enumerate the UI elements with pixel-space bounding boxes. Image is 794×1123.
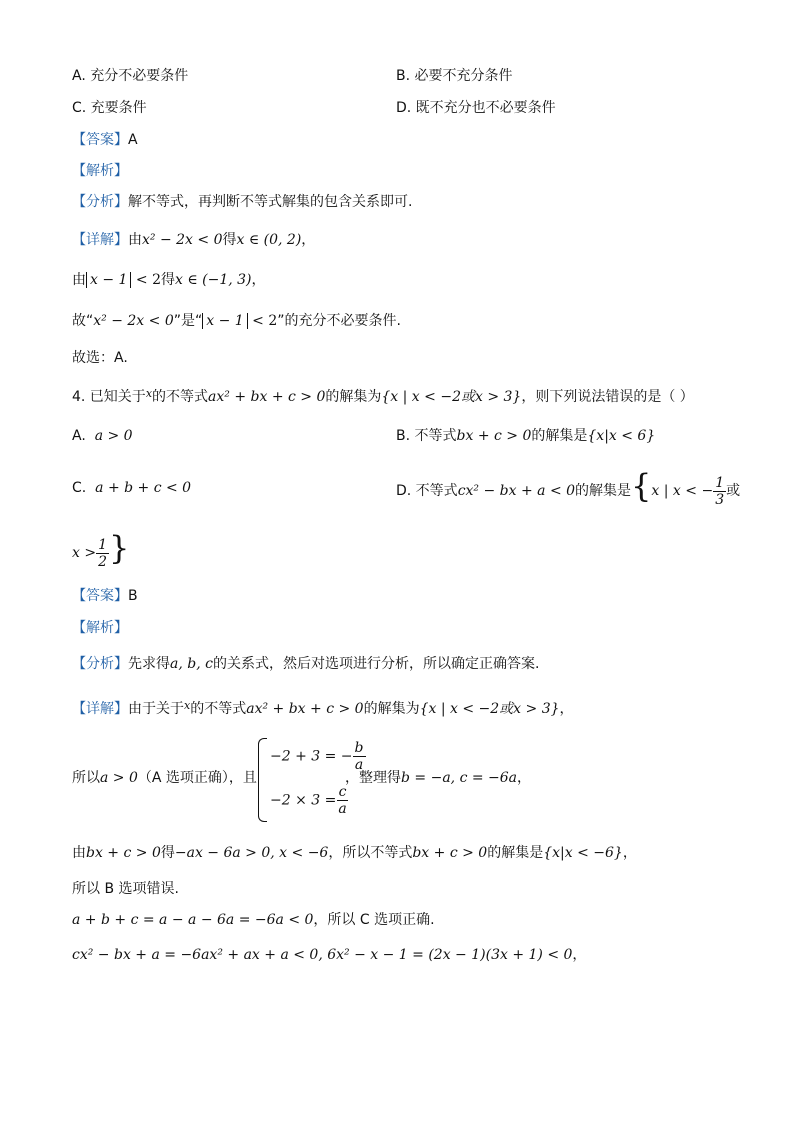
math-ineq: < 2 <box>247 313 278 329</box>
text: 4. 已知关于 <box>72 389 146 405</box>
option-label: C. <box>72 480 87 496</box>
fraction <box>713 475 726 508</box>
text: ，整理得 <box>345 770 401 786</box>
text: 由 <box>72 845 86 861</box>
option-set: {x|x < 6} <box>587 428 656 444</box>
q3-option-d: D. 既不充分也不必要条件 <box>396 100 556 116</box>
fraction <box>96 537 109 570</box>
q3-analysis-heading <box>72 161 128 181</box>
eq-left: −2 + 3 = − <box>270 748 353 765</box>
q3-fenxi <box>72 192 412 212</box>
frac-den: 3 <box>715 491 725 508</box>
q4-line-9 <box>72 945 586 965</box>
frac-num: 1 <box>715 474 725 491</box>
text: ， <box>517 770 532 786</box>
text: 所以 <box>72 770 100 786</box>
q4-option-d-cont <box>72 528 129 573</box>
fenxi-tag: 【分析】 <box>72 194 128 210</box>
text: ”是“ <box>173 313 203 329</box>
text: 的解集为 <box>325 389 382 405</box>
q3-xiangjie-line1 <box>72 230 315 250</box>
math: a + b + c = a − a − 6a = −6a < 0 <box>72 912 314 928</box>
text: ”的充分不必要条件. <box>277 313 401 329</box>
q4-option-c <box>72 478 191 498</box>
q4-analysis-heading <box>72 618 128 638</box>
q3-option-c: C. 充要条件 <box>72 100 147 116</box>
text: ， <box>559 701 574 717</box>
frac-den: 2 <box>98 553 107 570</box>
analysis-tag: 【解析】 <box>72 163 128 179</box>
text: ， <box>572 947 587 963</box>
option-set: x > <box>72 545 97 561</box>
right-brace: } <box>109 529 130 567</box>
xiangjie-tag: 【详解】 <box>72 232 128 248</box>
q3-conclusion: 故选：A. <box>72 350 128 366</box>
system-brace <box>258 738 267 822</box>
math-inequality: ax² + bx + c > 0 <box>246 701 364 717</box>
text: 的关系式，然后对选项进行分析，所以确定正确答案. <box>212 656 540 672</box>
frac-num: 1 <box>98 536 107 553</box>
option-label: A. <box>72 428 86 444</box>
math-interval: x ∈ (−1, 3) <box>174 272 252 288</box>
text: 得 <box>222 232 237 248</box>
q4-stem <box>72 384 694 407</box>
text: 的解集是 <box>531 428 588 444</box>
math: bx + c > 0 <box>86 845 161 861</box>
math-var: x <box>145 387 153 400</box>
math-set: {x | x < −2或x > 3} <box>419 701 560 717</box>
text: 得 <box>160 845 175 861</box>
math-vars: a, b, c <box>170 656 213 672</box>
math: cx² − bx + a = −6ax² + ax + a < 0, 6x² − x − 1 = (2x − 1)(3x + 1) < 0 <box>72 947 573 963</box>
math-inequality: x² − 2x < 0 <box>93 313 174 329</box>
eq-left: −2 × 3 = <box>270 792 337 809</box>
text: 的解集为 <box>363 701 420 717</box>
answer-tag: 【答案】 <box>72 132 128 148</box>
q4-line-7: 所以 B 选项错误. <box>72 881 179 897</box>
text: ，则下列说法错误的是（ ） <box>521 389 694 405</box>
fenxi-text: 解不等式，再判断不等式解集的包含关系即可. <box>128 194 413 210</box>
answer-value: B <box>128 588 138 604</box>
frac-den: a <box>354 757 364 773</box>
text: （A 选项正确），且 <box>137 770 257 786</box>
answer-value: A <box>128 132 138 148</box>
system-row-2 <box>270 784 349 817</box>
option-label: B. 不等式 <box>396 428 457 444</box>
answer-tag: 【答案】 <box>72 588 128 604</box>
option-set: x | x < − <box>651 483 714 499</box>
math-interval: x ∈ (0, 2) <box>236 232 302 248</box>
q3-option-b: B. 必要不充分条件 <box>396 68 513 84</box>
option-label: D. 不等式 <box>396 483 458 499</box>
frac-num: b <box>354 740 364 756</box>
frac-den: a <box>338 801 347 817</box>
math: bx + c > 0 <box>412 845 488 861</box>
fraction <box>336 784 348 817</box>
math-a-positive: a > 0 <box>100 770 138 786</box>
option-math: a > 0 <box>94 428 133 444</box>
fenxi-tag: 【分析】 <box>72 656 128 672</box>
text: 由于关于 <box>128 701 184 717</box>
q3-xiangjie-line2 <box>72 270 266 290</box>
q4-fenxi <box>72 654 539 674</box>
left-brace: { <box>631 467 652 505</box>
math-set: {x|x < −6} <box>543 845 623 861</box>
option-math: a + b + c < 0 <box>95 480 192 496</box>
math-abs: x − 1 <box>202 313 247 329</box>
option-math: cx² − bx + a < 0 <box>457 483 576 499</box>
text: 或 <box>726 483 741 499</box>
q3-answer <box>72 130 138 150</box>
text: 的解集是 <box>487 845 544 861</box>
text: 的解集是 <box>575 483 632 499</box>
q4-option-b <box>396 426 655 446</box>
xiangjie-tag: 【详解】 <box>72 701 128 717</box>
frac-num: c <box>338 784 347 800</box>
math-inequality: x² − 2x < 0 <box>142 232 223 248</box>
math-set: {x | x < −2或x > 3} <box>381 389 522 405</box>
text: ，所以不等式 <box>328 845 413 861</box>
text: 的不等式 <box>190 701 247 717</box>
text: ， <box>622 845 637 861</box>
math: −ax − 6a > 0, x < −6 <box>174 845 329 861</box>
q4-xiangjie-line1 <box>72 696 574 719</box>
text: 的不等式 <box>152 389 209 405</box>
text: ，所以 C 选项正确. <box>313 912 435 928</box>
text: ， <box>301 232 316 248</box>
math-ineq: < 2 <box>131 272 161 288</box>
analysis-tag: 【解析】 <box>72 620 128 636</box>
math-relation: b = −a, c = −6a <box>401 770 518 786</box>
math-var: x <box>184 699 191 712</box>
q4-option-d <box>396 466 740 511</box>
text: 由 <box>128 232 142 248</box>
q4-line-6 <box>72 843 637 863</box>
option-math: bx + c > 0 <box>456 428 532 444</box>
text: ， <box>251 272 266 288</box>
text: 先求得 <box>128 656 170 672</box>
text: 由 <box>72 272 86 288</box>
q4-line-8 <box>72 910 435 930</box>
q4-system-line <box>72 768 257 788</box>
math-abs: x − 1 <box>86 272 131 288</box>
text: 故“ <box>72 313 94 329</box>
q4-answer <box>72 586 138 606</box>
math-inequality: ax² + bx + c > 0 <box>208 389 326 405</box>
q4-option-a <box>72 426 133 446</box>
q4-system-result <box>345 768 531 788</box>
q3-option-a: A. 充分不必要条件 <box>72 68 189 84</box>
text: 得 <box>160 272 175 288</box>
q3-xiangjie-line3 <box>72 311 401 331</box>
